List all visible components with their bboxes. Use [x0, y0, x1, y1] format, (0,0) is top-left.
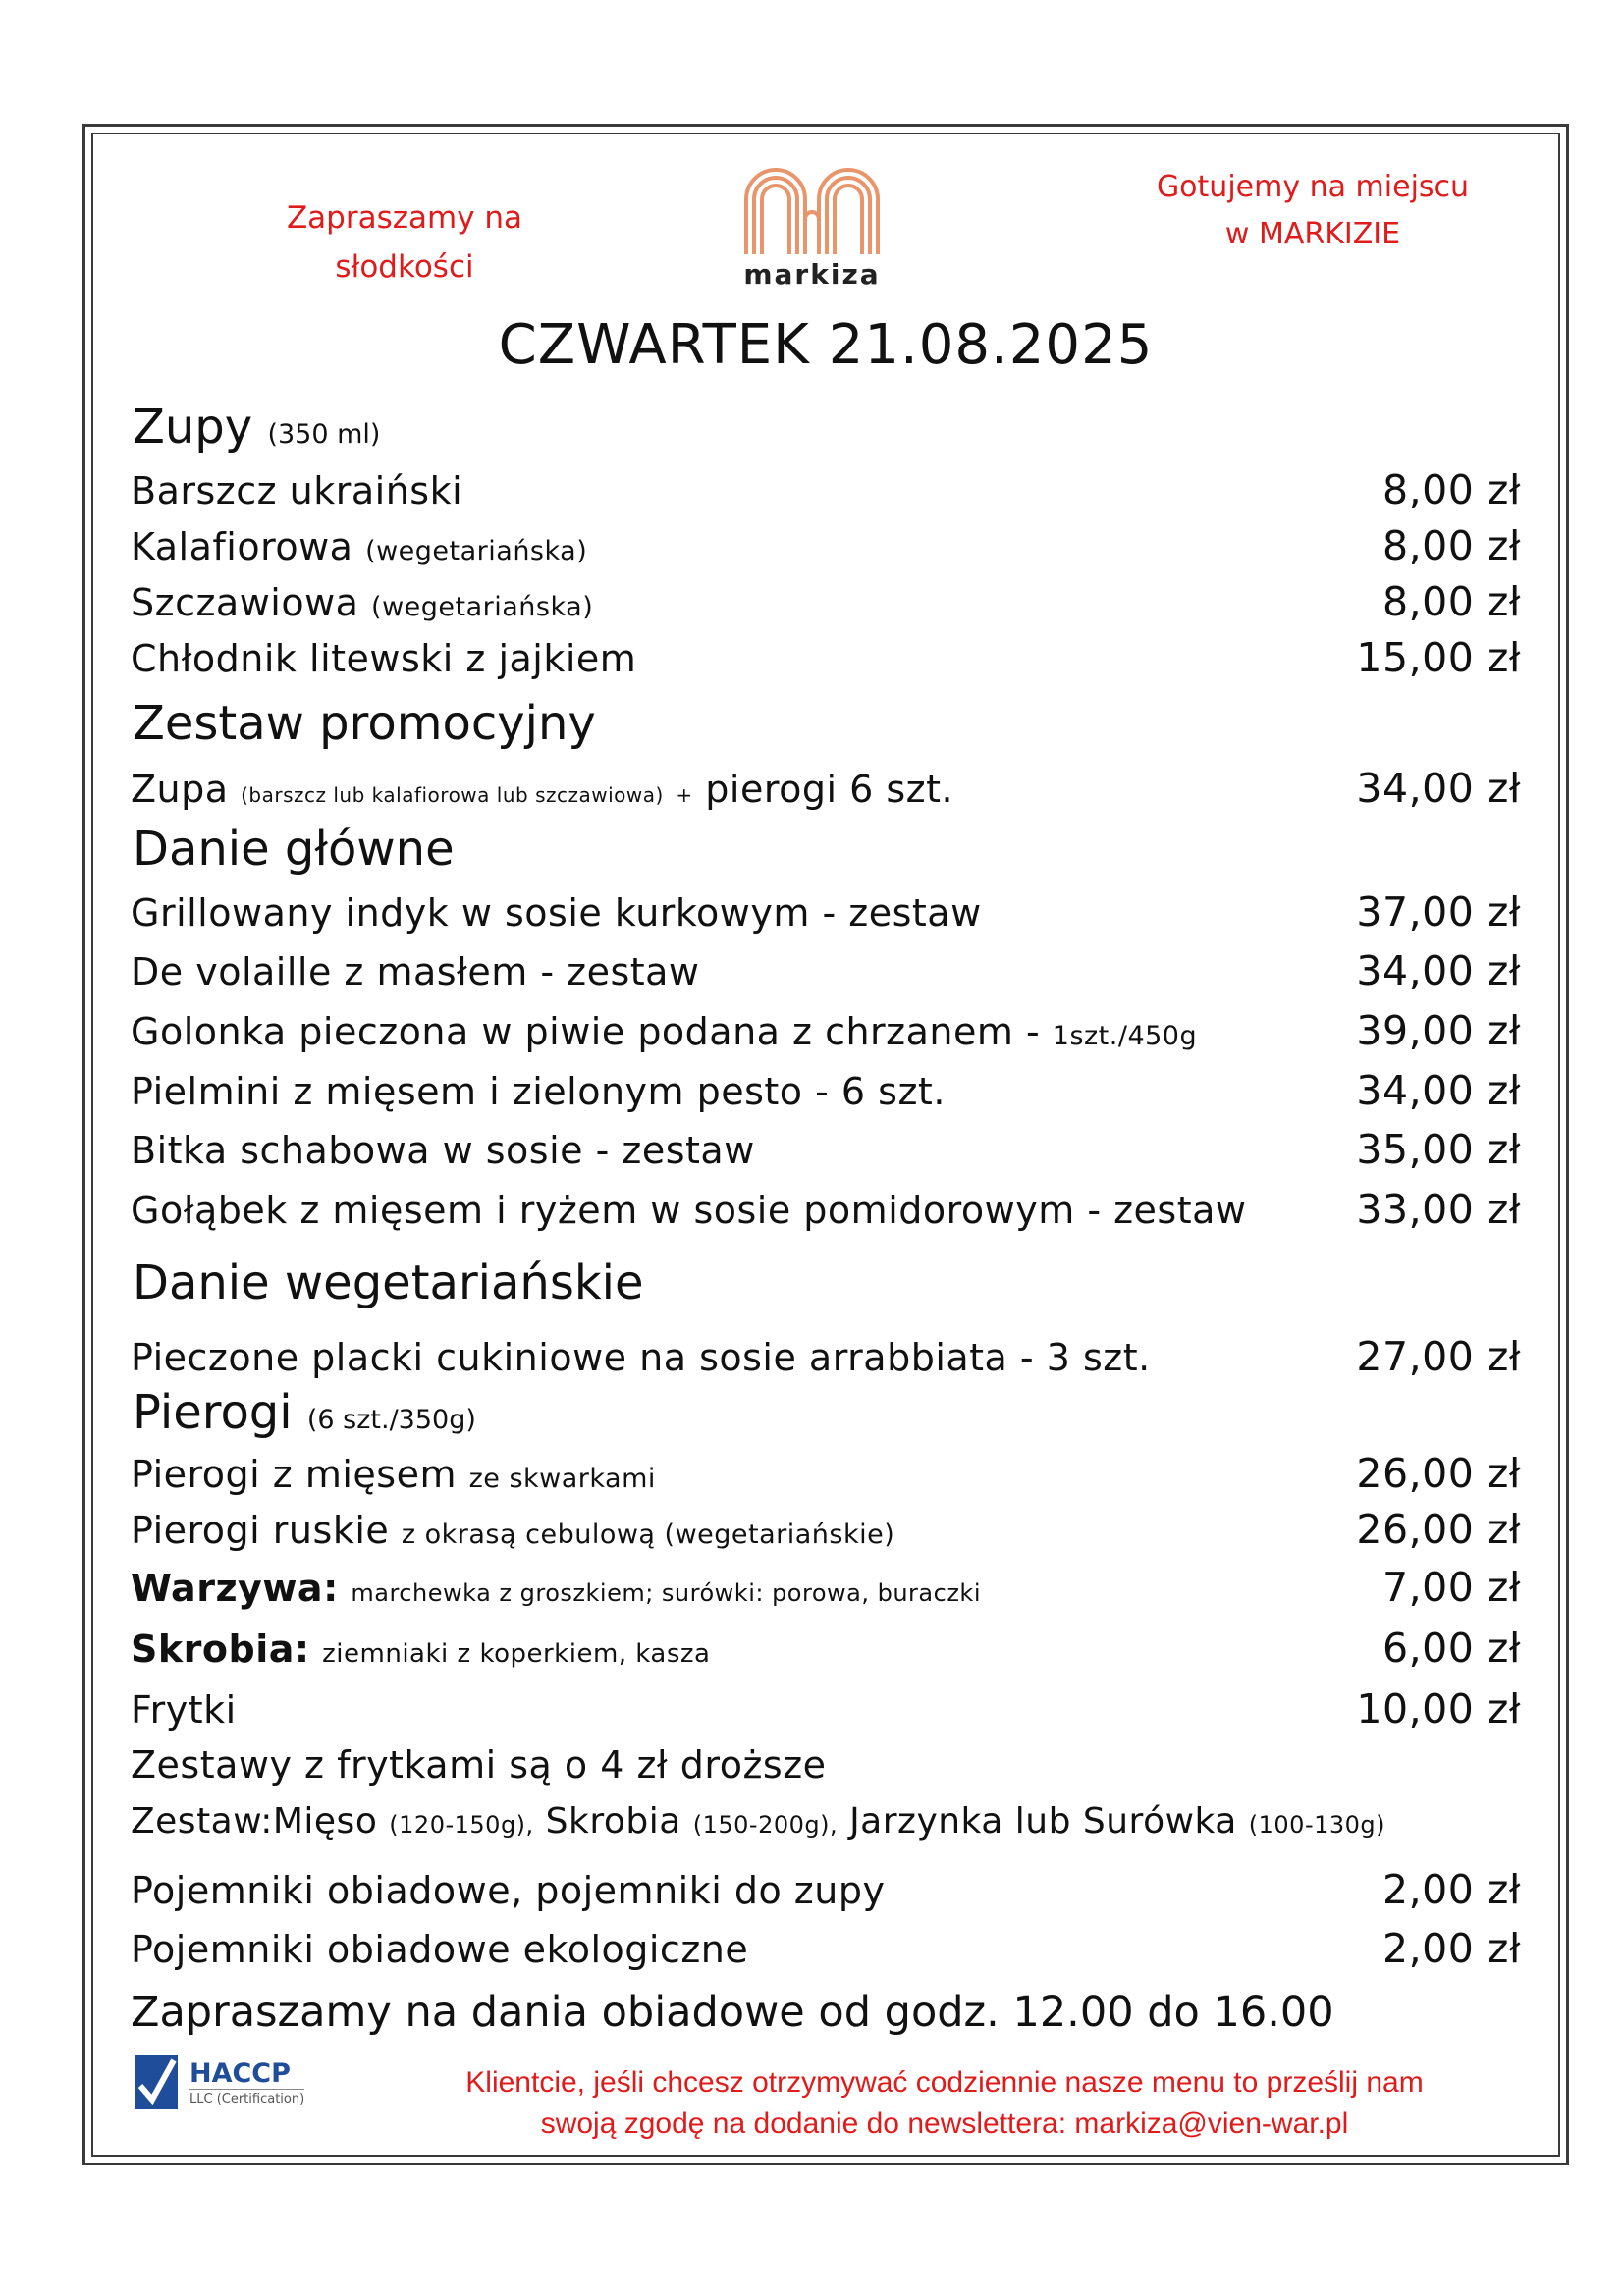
- item-price: 37,00 zł: [1356, 888, 1521, 935]
- fries-info-text: Zestawy z frytkami są o 4 zł droższe: [131, 1743, 827, 1787]
- main-dishes-heading: Danie główne: [133, 822, 455, 877]
- menu-item: [131, 1925, 1521, 1972]
- item-name: Pierogi ruskie: [131, 1509, 390, 1552]
- item-rest: pierogi 6 szt.: [705, 768, 954, 811]
- pierogi-heading-note: (6 szt./350g): [306, 1405, 476, 1435]
- item-price: 39,00 zł: [1356, 1007, 1521, 1054]
- item-name: Barszcz ukraiński: [131, 469, 463, 512]
- item-price: 8,00 zł: [1382, 466, 1521, 513]
- cooking-note: [1126, 164, 1499, 258]
- item-name: Pieczone placki cukiniowe na sosie arrabbiata - 3 szt.: [131, 1336, 1151, 1379]
- item-name: Skrobia:: [131, 1628, 310, 1671]
- menu-item: [131, 578, 1521, 625]
- menu-item: [131, 947, 1521, 994]
- item-name: Golonka pieczona w piwie podana z chrzanem -: [131, 1010, 1041, 1053]
- fries-info: [131, 1743, 1521, 1787]
- item-note: ziemniaki z koperkiem, kasza: [322, 1639, 711, 1669]
- item-note: z okrasą cebulową (wegetariańskie): [401, 1520, 895, 1550]
- item-name: Grillowany indyk w sosie kurkowym - zestaw: [131, 891, 982, 934]
- soups-heading-label: Zupy: [133, 400, 253, 454]
- menu-item: [131, 522, 1521, 569]
- set-composition: [131, 1801, 1521, 1842]
- item-name: Pielmini z mięsem i zielonym pesto - 6 szt.: [131, 1070, 946, 1113]
- set-starch-note: (150-200g),: [692, 1811, 839, 1839]
- item-note: (barszcz lub kalafiorowa lub szczawiowa): [241, 783, 664, 807]
- logo-text: markiza: [743, 258, 881, 291]
- item-price: 7,00 zł: [1382, 1564, 1521, 1611]
- menu-item: [131, 888, 1521, 935]
- sweets-invitation: [223, 193, 586, 292]
- item-price: 34,00 zł: [1356, 765, 1521, 812]
- item-price: 2,00 zł: [1382, 1866, 1521, 1913]
- haccp-check-icon: [133, 2053, 182, 2111]
- item-name: Kalafiorowa: [131, 525, 353, 568]
- item-note: (wegetariańska): [371, 592, 594, 622]
- haccp-text: [189, 2058, 304, 2107]
- item-note: 1szt./450g: [1052, 1021, 1198, 1051]
- item-name: Pojemniki obiadowe ekologiczne: [131, 1928, 749, 1971]
- menu-item: [131, 1126, 1521, 1173]
- item-name: Warzywa:: [131, 1567, 339, 1610]
- item-price: 26,00 zł: [1356, 1506, 1521, 1553]
- menu-item: [131, 1007, 1521, 1054]
- newsletter-line1: Klientcie, jeśli chcesz otrzymywać codziennie nasze menu to prześlij nam: [465, 2066, 1424, 2099]
- item-name: Zupa: [131, 768, 229, 811]
- vegetarian-heading: Danie wegetariańskie: [133, 1255, 644, 1310]
- item-price: 8,00 zł: [1382, 522, 1521, 569]
- item-price: 26,00 zł: [1356, 1450, 1521, 1497]
- set-veg: Jarzynka lub Surówka: [849, 1801, 1237, 1842]
- item-price: 33,00 zł: [1356, 1186, 1521, 1233]
- menu-frame: [82, 124, 1569, 2165]
- item-note: marchewka z groszkiem; surówki: porowa, buraczki: [351, 1579, 981, 1607]
- soups-heading: [133, 400, 380, 454]
- opening-hours: Zapraszamy na dania obiadowe od godz. 12.00 do 16.00: [131, 1988, 1334, 2037]
- menu-item: [131, 1450, 1521, 1497]
- cooking-note-line2: w MARKIZIE: [1224, 217, 1401, 251]
- markiza-logo: [714, 160, 910, 291]
- menu-item: [131, 1186, 1521, 1233]
- item-price: 34,00 zł: [1356, 1067, 1521, 1114]
- item-name: Pierogi z mięsem: [131, 1453, 457, 1496]
- haccp-badge: [133, 2053, 304, 2111]
- page-title: CZWARTEK 21.08.2025: [498, 313, 1154, 377]
- item-price: 10,00 zł: [1356, 1685, 1521, 1733]
- cooking-note-line1: Gotujemy na miejscu: [1156, 170, 1470, 204]
- item-price: 15,00 zł: [1356, 634, 1521, 681]
- item-plus: +: [676, 783, 693, 807]
- newsletter-line2: swoją zgodę na dodanie do newslettera: markiza@vien-war.pl: [540, 2108, 1349, 2140]
- menu-item: [131, 1506, 1521, 1553]
- item-price: 27,00 zł: [1356, 1333, 1521, 1380]
- item-name: De volaille z masłem - zestaw: [131, 950, 700, 993]
- item-name: Gołąbek z mięsem i ryżem w sosie pomidorowym - zestaw: [131, 1189, 1247, 1232]
- menu-item: [131, 634, 1521, 681]
- item-price: 35,00 zł: [1356, 1126, 1521, 1173]
- menu-item: [131, 1067, 1521, 1114]
- item-price: 8,00 zł: [1382, 578, 1521, 625]
- item-name: Bitka schabowa w sosie - zestaw: [131, 1129, 755, 1172]
- promo-heading: Zestaw promocyjny: [133, 696, 596, 751]
- item-name: Szczawiowa: [131, 581, 359, 624]
- menu-item: [131, 1685, 1521, 1733]
- item-note: ze skwarkami: [468, 1464, 656, 1494]
- soups-heading-note: (350 ml): [267, 419, 381, 450]
- item-note: (wegetariańska): [365, 536, 588, 566]
- item-price: 6,00 zł: [1382, 1625, 1521, 1672]
- pierogi-heading-label: Pierogi: [133, 1385, 293, 1440]
- pierogi-heading: [133, 1385, 476, 1440]
- newsletter-note: [390, 2062, 1499, 2145]
- set-starch: Skrobia: [545, 1801, 681, 1842]
- menu-item: [131, 466, 1521, 513]
- set-meat-note: (120-150g),: [389, 1811, 534, 1839]
- markiza-logo-icon: [738, 160, 886, 258]
- haccp-subtitle: LLC (Certification): [189, 2089, 304, 2107]
- item-name: Chłodnik litewski z jajkiem: [131, 637, 637, 680]
- item-name: Frytki: [131, 1688, 237, 1732]
- set-meat: Zestaw:Mięso: [131, 1801, 378, 1842]
- menu-item: [131, 765, 1521, 812]
- menu-item: [131, 1564, 1521, 1611]
- set-veg-note: (100-130g): [1248, 1811, 1386, 1839]
- menu-item: [131, 1625, 1521, 1672]
- item-price: 34,00 zł: [1356, 947, 1521, 994]
- haccp-title: HACCP: [189, 2057, 291, 2089]
- sweets-invitation-text: Zapraszamy na słodkości: [286, 200, 523, 285]
- menu-item: [131, 1866, 1521, 1913]
- item-price: 2,00 zł: [1382, 1925, 1521, 1972]
- menu-item: [131, 1333, 1521, 1380]
- item-name: Pojemniki obiadowe, pojemniki do zupy: [131, 1869, 886, 1912]
